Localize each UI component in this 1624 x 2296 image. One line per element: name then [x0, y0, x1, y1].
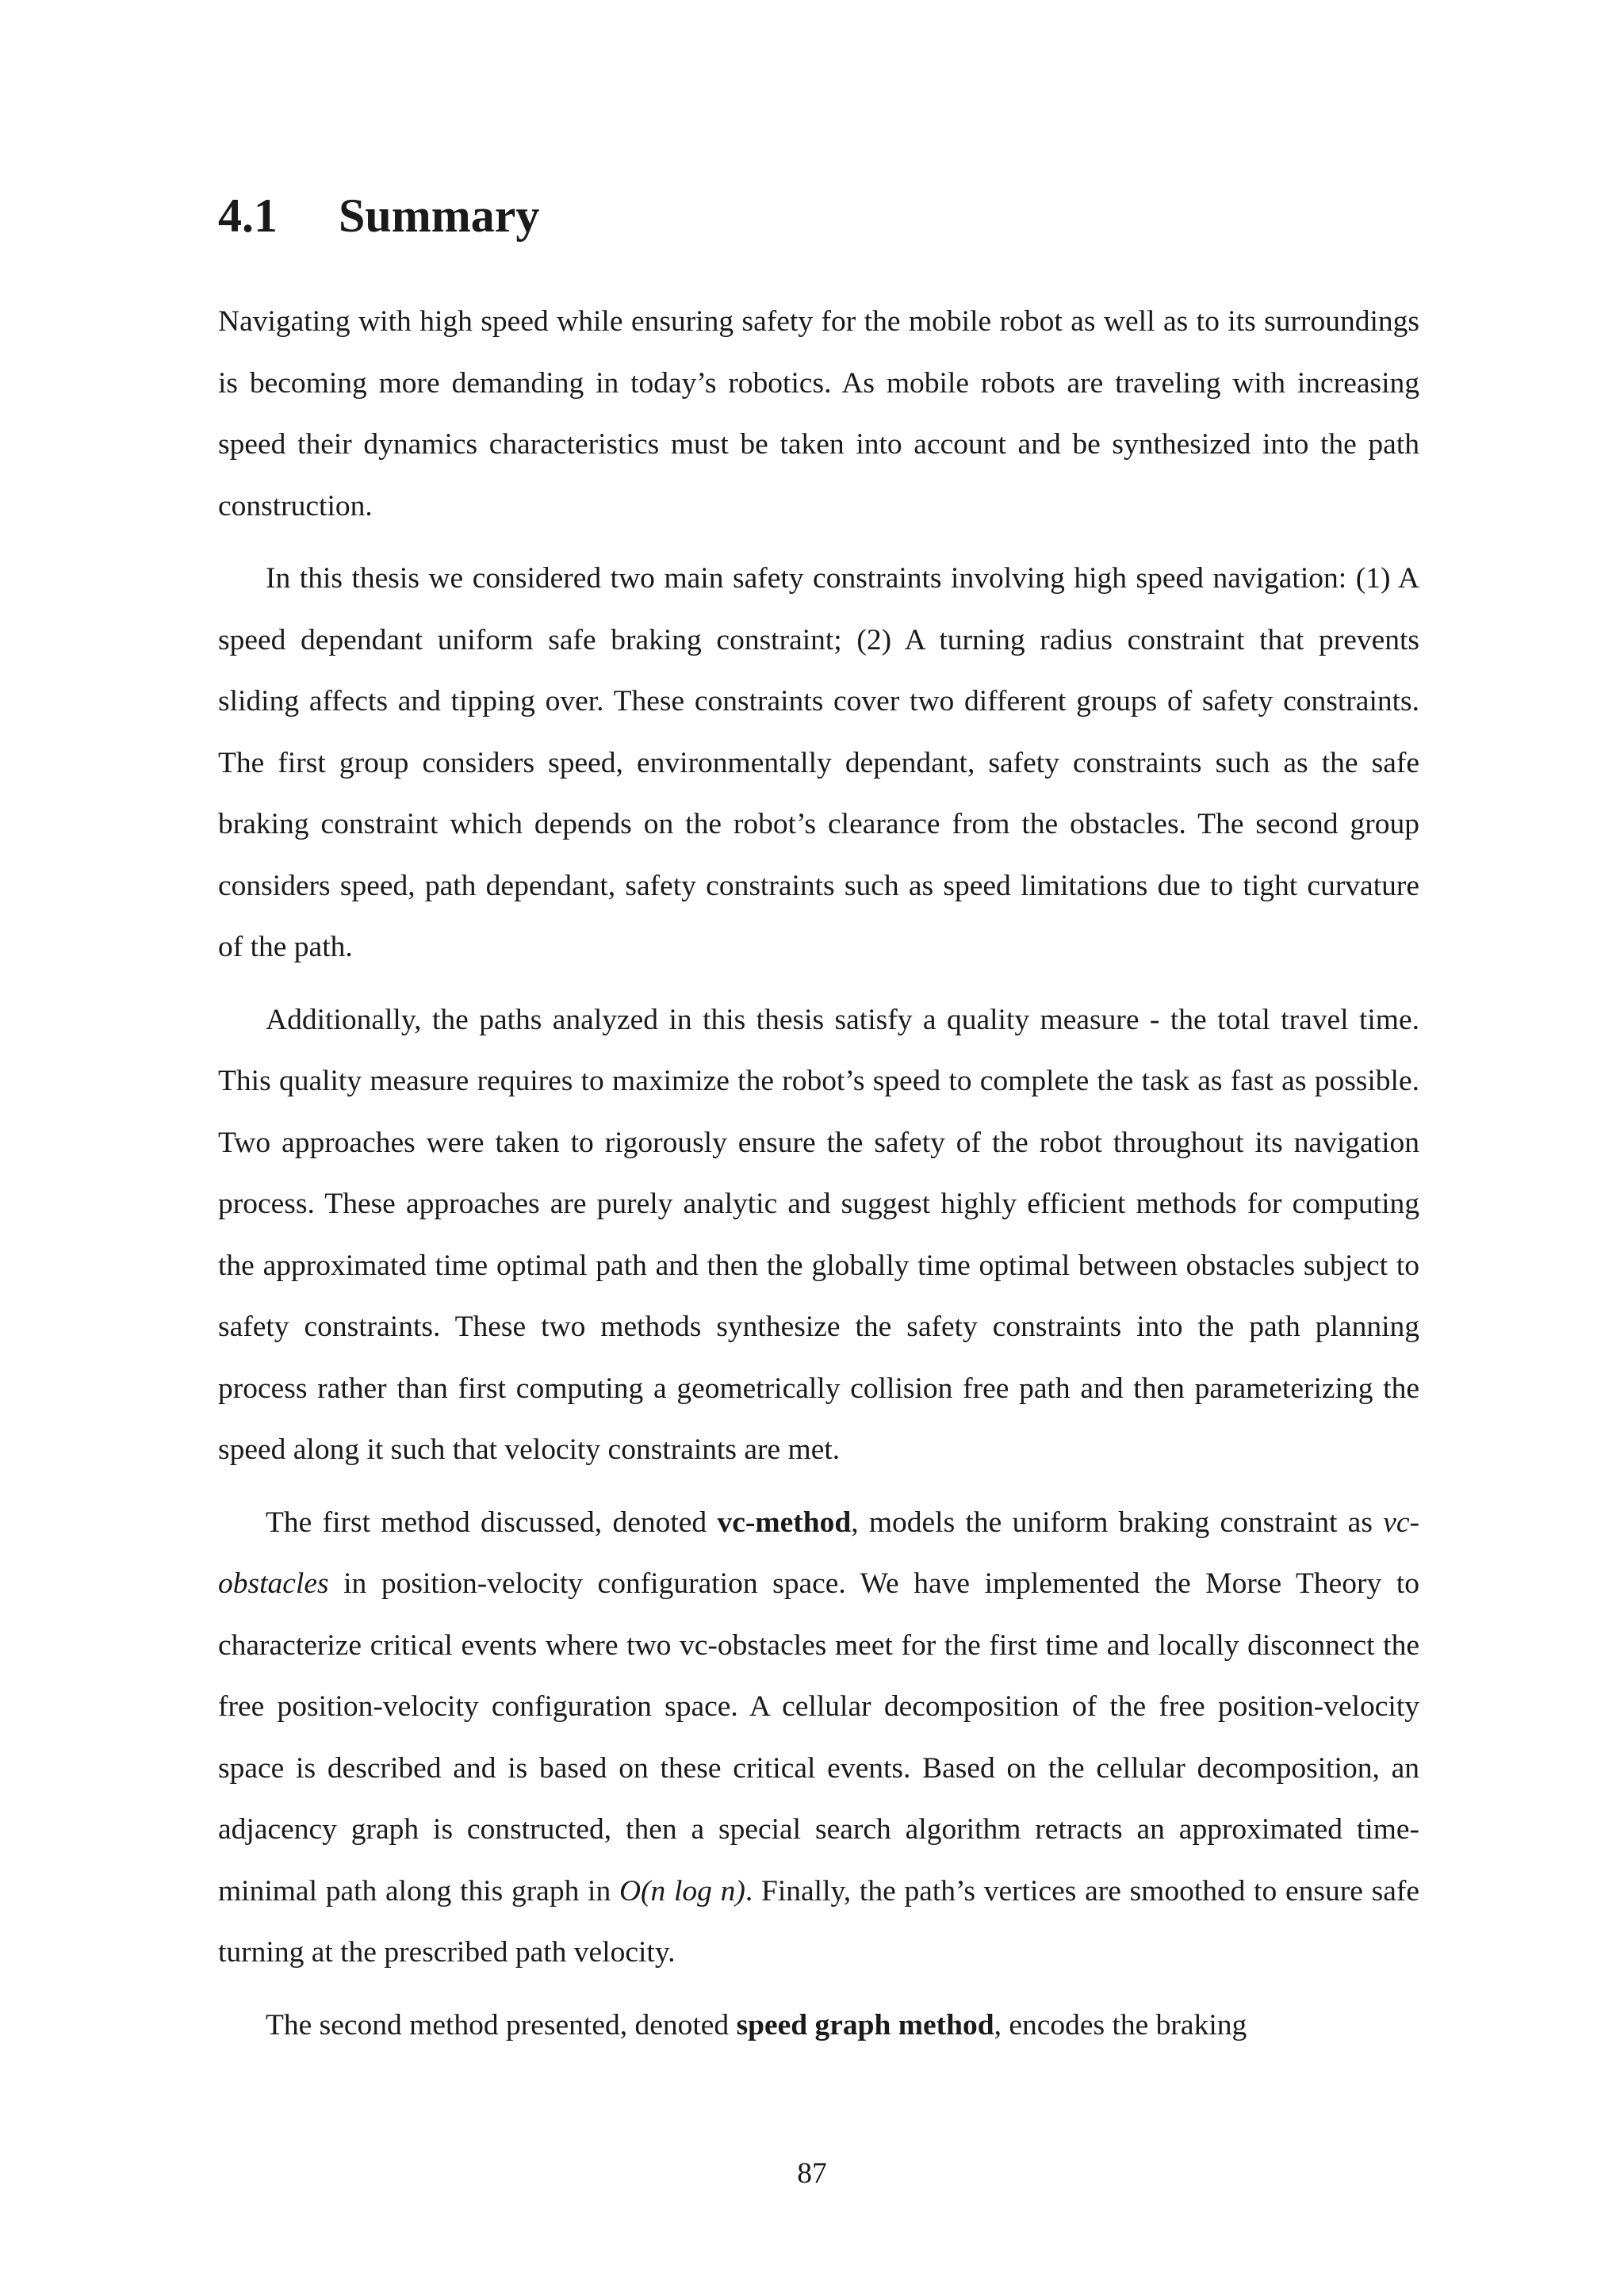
paragraph-4 — [218, 1492, 1419, 1984]
vc-method-term: vc-method — [717, 1506, 852, 1539]
body-text — [218, 291, 1419, 2067]
speed-graph-method-term: speed graph method — [736, 2008, 994, 2042]
section-title: Summary — [339, 189, 540, 242]
section-heading — [218, 184, 539, 247]
paragraph-2: In this thesis we considered two main safety constraints involving high speed navigation: (1) A speed dependant uniform safe braking constraint; (2) A turning radius constraint that prevents sliding affects and tipping over. These constraints cover two different groups of safety constraints. The first group considers speed, environmentally dependant, safety constraints such as the safe braking constraint which depends on the robot’s clearance from the obstacles. The second group considers speed, path dependant, safety constraints such as speed limitations due to tight curvature of the path. — [218, 562, 1419, 963]
paragraph-3: Additionally, the paths analyzed in this thesis satisfy a quality measure - the total travel time. This quality measure requires to maximize the robot’s speed to complete the task as fast as possible. Two approaches were taken to rigorously ensure the safety of the robot throughout its navigation process. These approaches are purely analytic and suggest highly efficient methods for computing the approximated time optimal path and then the globally time optimal between obstacles subject to safety constraints. These two methods synthesize the safety constraints into the path planning process rather than first computing a geometrically collision free path and then parameterizing the speed along it such that velocity constraints are met. — [218, 1003, 1419, 1466]
paragraph-5-text-a: The second method presented, denoted — [266, 2008, 737, 2042]
paragraph-4-text-c: , models the uniform braking constraint as — [851, 1506, 1384, 1539]
paragraph-5 — [218, 1995, 1419, 2057]
page-number: 87 — [797, 2157, 827, 2190]
paragraph-5-text-c: , encodes the braking — [994, 2008, 1247, 2042]
paragraph-4-text-g: . Finally, the path’s vertices are smoothed to ensure safe turning at the prescribed path velocity. — [218, 1874, 1419, 1969]
paragraph-4-text-e: in position-velocity configuration space. We have implemented the Morse Theory to characterize critical events where two vc-obstacles meet for the first time and locally disconnect the free position-velocity configuration space. A cellular decomposition of the free position-velocity space is described and is based on these critical events. Based on the cellular decomposition, an adjacency graph is constructed, then a special search algorithm retracts an approximated time-minimal path along this graph in — [218, 1567, 1419, 1908]
complexity-expression: O(n log n) — [619, 1874, 745, 1908]
paragraph-1: Navigating with high speed while ensuring safety for the mobile robot as well as to its surroundings is becoming more demanding in today’s robotics. As mobile robots are traveling with increasing speed their dynamics characteristics must be taken into account and be synthesized into the path construction. — [218, 305, 1419, 522]
section-number: 4.1 — [218, 189, 278, 242]
vc-obstacles-term: vc-obstacles — [218, 1506, 1419, 1600]
paragraph-4-text-a: The first method discussed, denoted — [266, 1506, 718, 1539]
